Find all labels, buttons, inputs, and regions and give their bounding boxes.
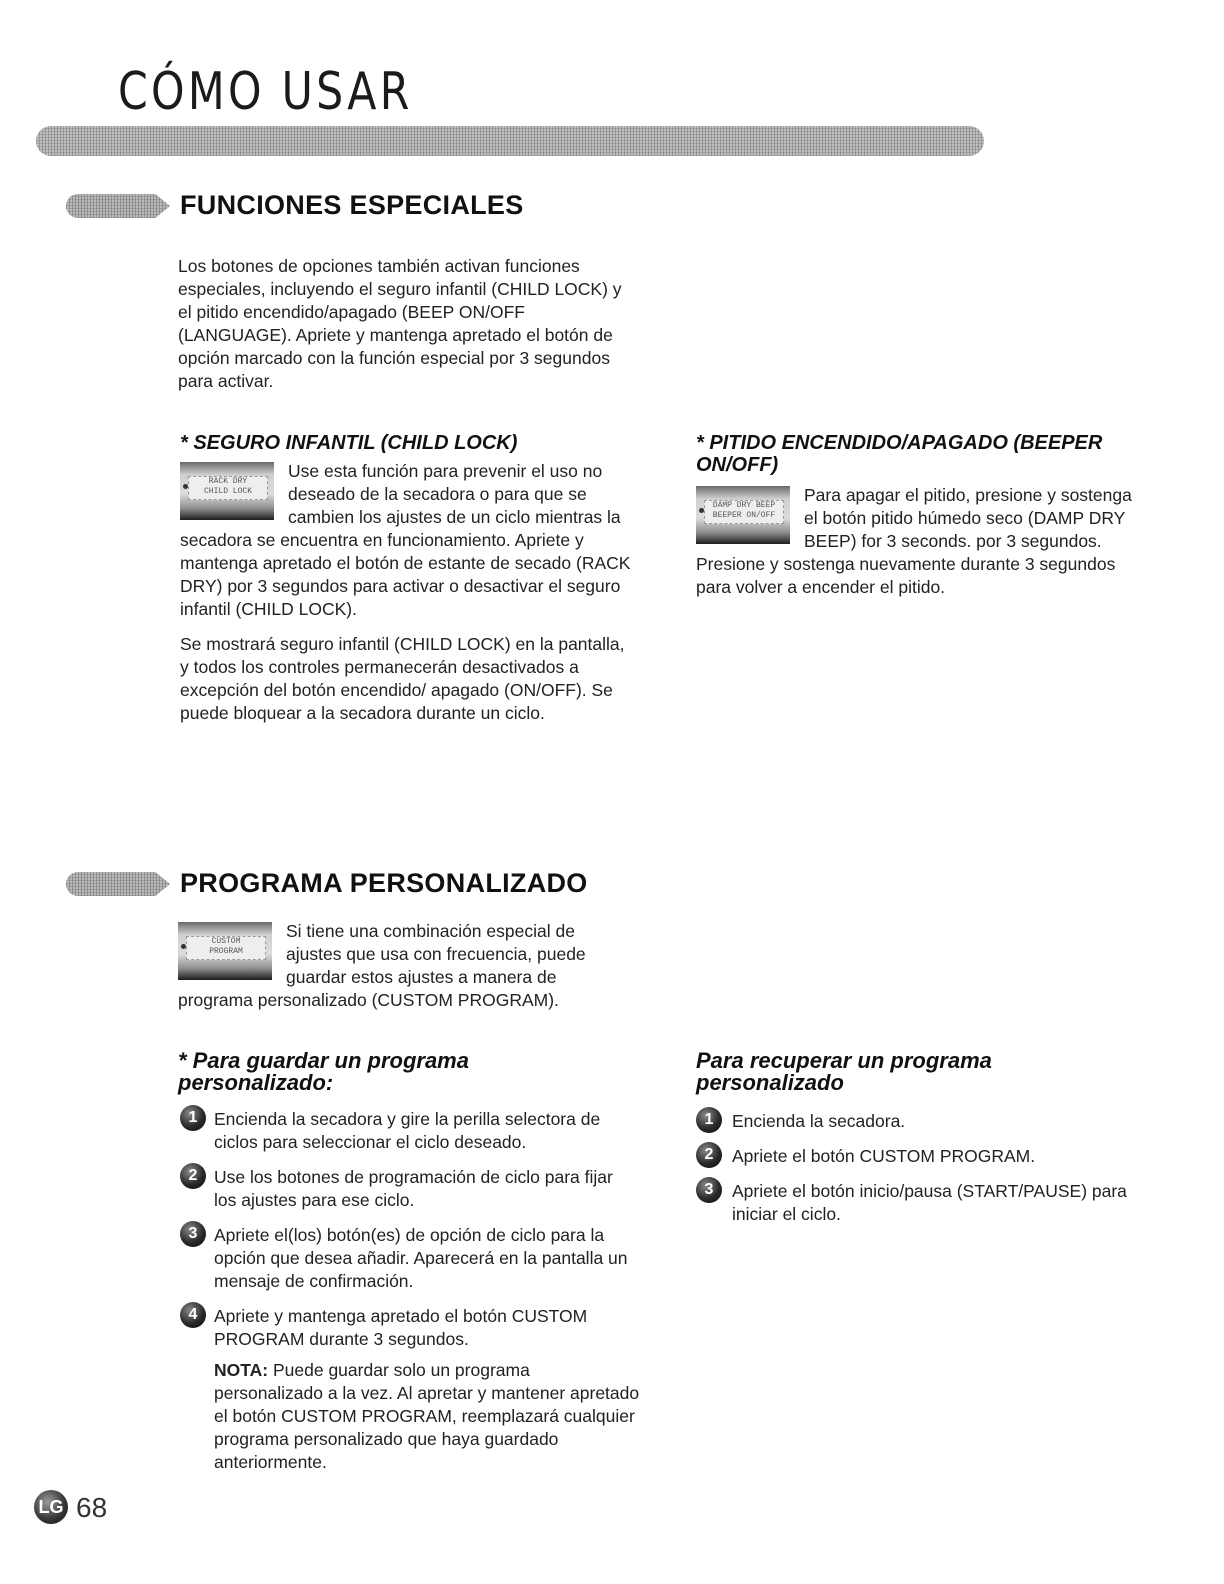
program-label: PROGRAM xyxy=(209,947,243,956)
recall-step xyxy=(696,1145,1148,1168)
recall-step-text: Apriete el botón CUSTOM PROGRAM. xyxy=(732,1146,1036,1166)
child-lock-label: CHILD LOCK xyxy=(203,487,252,496)
section-marker-programa xyxy=(66,872,170,896)
save-step xyxy=(178,1305,640,1351)
beeper-para1: Para apagar el pitido, presione y sostenga el botón pitido húmedo seco (DAMP DRY BEEP) for 3 seconds. por 3 segundos. Presione y sostenga nuevamente durante 3 segundos para volver a encender el pitido. xyxy=(696,485,1132,597)
section-title-programa: PROGRAMA PERSONALIZADO xyxy=(180,868,588,898)
step-4-icon: 4 xyxy=(180,1302,206,1328)
beeper-title: * PITIDO ENCENDIDO/APAGADO (BEEPER ON/OFF) xyxy=(696,432,1103,476)
step-1-icon: 1 xyxy=(180,1105,206,1131)
programa-intro xyxy=(178,920,630,1012)
step-2-icon: 2 xyxy=(180,1163,206,1189)
step-3-icon: 3 xyxy=(180,1221,206,1247)
child-lock-para1: Use esta función para prevenir el uso no deseado de la secadora o para que se cambien los ajustes de un ciclo mientras la secadora se encuentra en funcionamiento. Apriete y mantenga apretado el botón de estante de secado (RACK DRY) por 3 segundos para activar o desactivar el seguro infantil (CHILD LOCK). xyxy=(180,461,631,619)
save-step xyxy=(178,1224,640,1293)
recall-step xyxy=(696,1110,1148,1133)
child-lock-title: * SEGURO INFANTIL (CHILD LOCK) xyxy=(180,432,518,454)
recall-step xyxy=(696,1180,1148,1226)
rack-dry-label: RACK DRY xyxy=(208,477,248,486)
recall-step-text: Encienda la secadora. xyxy=(732,1111,906,1131)
recall-step-text: Apriete el botón inicio/pausa (START/PAUSE) para iniciar el ciclo. xyxy=(732,1181,1127,1224)
save-step-text: Apriete el(los) botón(es) de opción de ciclo para la opción que desea añadir. Aparecerá en la pantalla un mensaje de confirmación. xyxy=(214,1225,628,1291)
section-title-funciones: FUNCIONES ESPECIALES xyxy=(180,190,524,220)
nota-label: NOTA: xyxy=(214,1360,269,1380)
nota-paragraph xyxy=(178,1359,640,1474)
funciones-intro xyxy=(178,255,630,393)
recall-program-block xyxy=(696,1050,1148,1238)
page-title: CÓMO USAR xyxy=(118,62,413,122)
funciones-intro-text: Los botones de opciones también activan funciones especiales, incluyendo el seguro infantil (CHILD LOCK) y el pitido encendido/apagado (BEEP ON/OFF (LANGUAGE). Apriete y mantenga apretado el botón de opción marcado con la función especial por 3 segundos para activar. xyxy=(178,256,622,391)
beeper-block xyxy=(696,432,1148,599)
child-lock-block xyxy=(180,432,632,725)
step-3-icon: 3 xyxy=(696,1177,722,1203)
programa-intro-text: Si tiene una combinación especial de ajustes que usa con frecuencia, puede guardar estos ajustes a manera de programa personalizado (CUSTOM PROGRAM). xyxy=(178,921,586,1010)
save-program-block xyxy=(178,1050,640,1474)
damp-dry-beep-label: DAMP DRY BEEP xyxy=(712,501,776,510)
custom-program-panel-image xyxy=(178,922,272,980)
custom-program-button-image xyxy=(186,936,266,960)
save-step-text: Apriete y mantenga apretado el botón CUSTOM PROGRAM durante 3 segundos. xyxy=(214,1306,588,1349)
custom-label: CUSTOM xyxy=(211,937,241,946)
title-decorative-bar xyxy=(36,126,984,156)
damp-dry-beep-button-image xyxy=(704,500,784,524)
lg-logo-icon: LG xyxy=(34,1490,68,1524)
step-1-icon: 1 xyxy=(696,1107,722,1133)
rack-dry-panel-image xyxy=(180,462,274,520)
section-marker-funciones xyxy=(66,194,170,218)
recall-program-title: Para recuperar un programa personalizado xyxy=(696,1048,992,1095)
save-step-text: Encienda la secadora y gire la perilla selectora de ciclos para seleccionar el ciclo deseado. xyxy=(214,1109,601,1152)
save-step xyxy=(178,1166,640,1212)
page-number: 68 xyxy=(76,1492,108,1523)
step-2-icon: 2 xyxy=(696,1142,722,1168)
child-lock-para2: Se mostrará seguro infantil (CHILD LOCK) en la pantalla, y todos los controles permanecerán desactivados a excepción del botón encendido/ apagado (ON/OFF). Se puede bloquear a la secadora durante un ciclo. xyxy=(180,634,625,723)
save-program-title: * Para guardar un programa personalizado: xyxy=(178,1048,469,1095)
nota-text: Puede guardar solo un programa personalizado a la vez. Al apretar y mantener apretado el botón CUSTOM PROGRAM, reemplazará cualquier programa personalizado que haya guardado anteriormente. xyxy=(214,1360,640,1472)
beeper-onoff-label: BEEPER ON/OFF xyxy=(712,511,776,520)
damp-dry-beep-panel-image xyxy=(696,486,790,544)
rack-dry-button-image xyxy=(188,476,268,500)
save-step xyxy=(178,1108,640,1154)
save-step-text: Use los botones de programación de ciclo para fijar los ajustes para ese ciclo. xyxy=(214,1167,613,1210)
